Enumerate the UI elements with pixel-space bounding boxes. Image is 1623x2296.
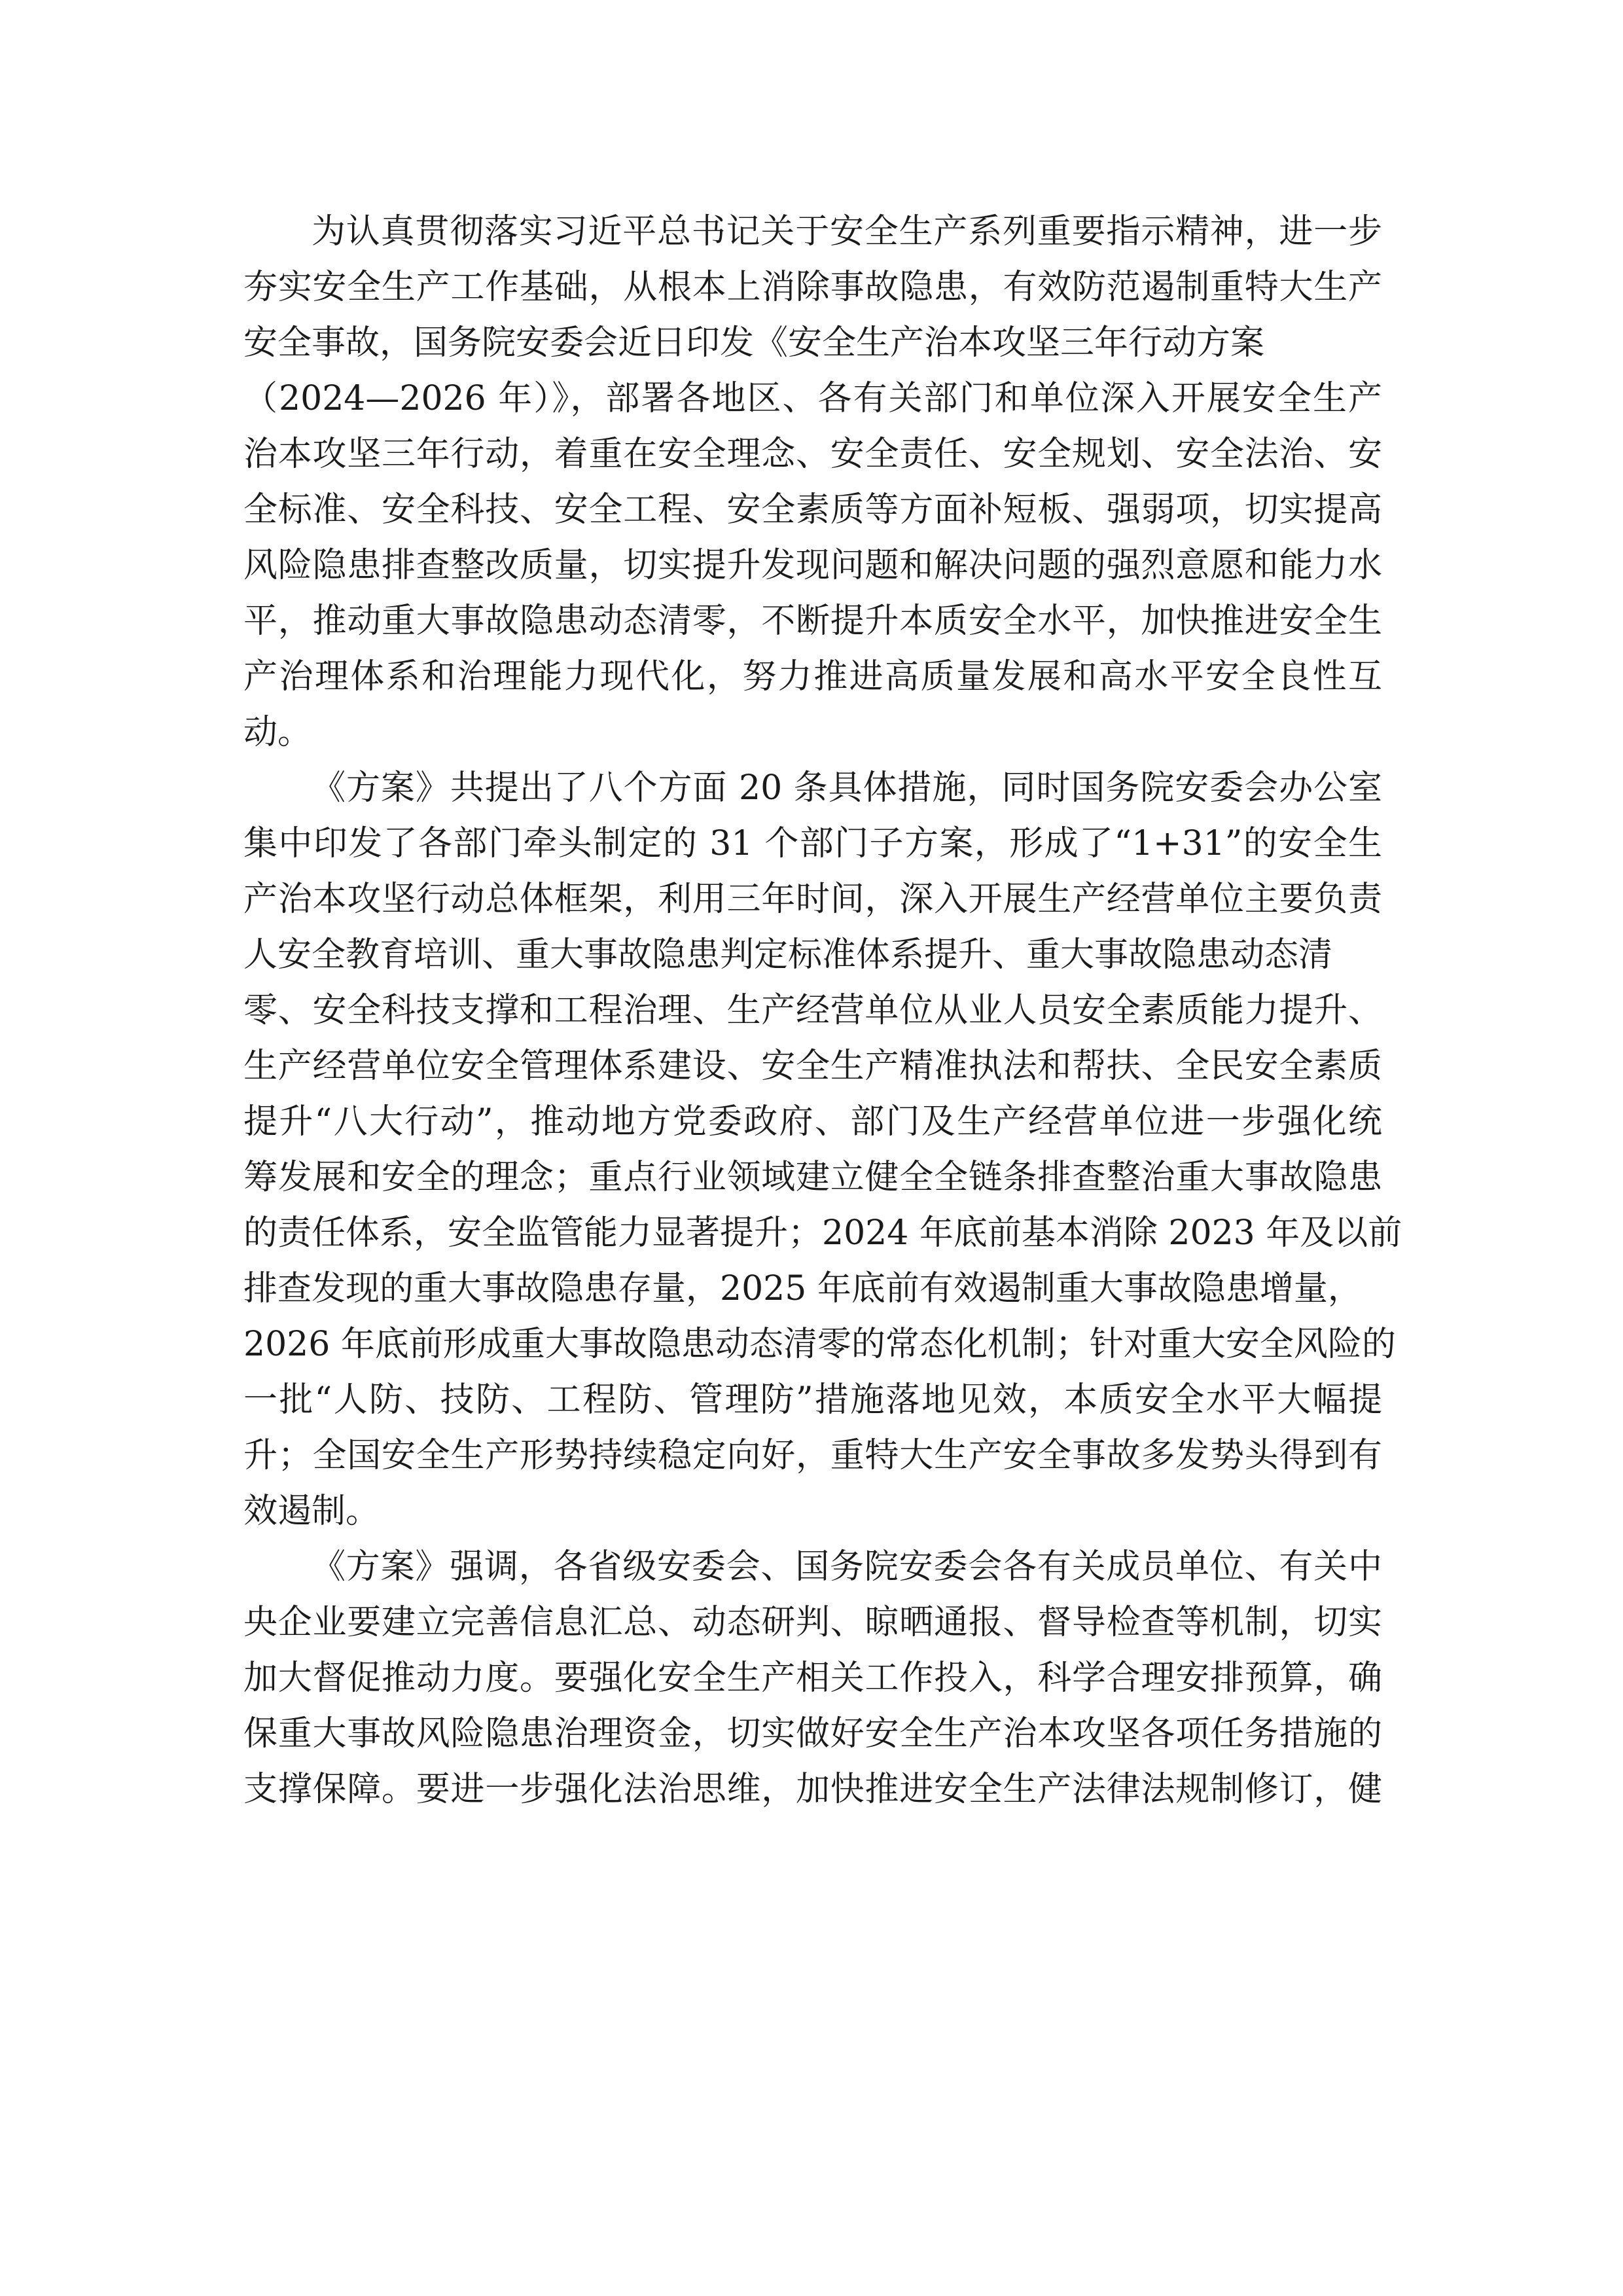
- text-line: 一批“人防、技防、工程防、管理防”措施落地见效，本质安全水平大幅提: [243, 1380, 1382, 1420]
- text-line: 保重大事故风险隐患治理资金，切实做好安全生产治本攻坚各项任务措施的: [243, 1714, 1382, 1753]
- text-line: 人安全教育培训、重大事故隐患判定标准体系提升、重大事故隐患动态清: [243, 935, 1333, 975]
- text-line: 产治理体系和治理能力现代化，努力推进高质量发展和高水平安全良性互: [243, 657, 1382, 696]
- text-line: 产治本攻坚行动总体框架，利用三年时间，深入开展生产经营单位主要负责: [243, 880, 1382, 919]
- text-line: 2026 年底前形成重大事故隐患动态清零的常态化机制；针对重大安全风险的: [243, 1325, 1396, 1364]
- text-line: 加大督促推动力度。要强化安全生产相关工作投入，科学合理安排预算，确: [243, 1659, 1382, 1698]
- text-line: 集中印发了各部门牵头制定的 31 个部门子方案，形成了“1+31”的安全生: [243, 824, 1382, 863]
- text-line: 风险隐患排查整改质量，切实提升发现问题和解决问题的强烈意愿和能力水: [243, 546, 1382, 585]
- text-line: 治本攻坚三年行动，着重在安全理念、安全责任、安全规划、安全法治、安: [243, 435, 1382, 474]
- text-line: 排查发现的重大事故隐患存量，2025 年底前有效遏制重大事故隐患增量，: [243, 1269, 1362, 1308]
- text-line: 生产经营单位安全管理体系建设、安全生产精准执法和帮扶、全民安全素质: [243, 1047, 1382, 1086]
- text-line: 央企业要建立完善信息汇总、动态研判、晾晒通报、督导检查等机制，切实: [243, 1603, 1382, 1642]
- text-line: 安全事故，国务院安委会近日印发《安全生产治本攻坚三年行动方案: [243, 323, 1265, 363]
- text-line: 效遏制。: [243, 1492, 380, 1531]
- text-line: 动。: [243, 713, 312, 752]
- paragraph-1: [243, 204, 1382, 761]
- text-line: 零、安全科技支撑和工程治理、生产经营单位从业人员安全素质能力提升、: [243, 991, 1382, 1030]
- text-line: 升；全国安全生产形势持续稳定向好，重特大生产安全事故多发势头得到有: [243, 1436, 1382, 1475]
- text-line: 《方案》共提出了八个方面 20 条具体措施，同时国务院安委会办公室: [312, 768, 1382, 808]
- text-line: 平，推动重大事故隐患动态清零，不断提升本质安全水平，加快推进安全生: [243, 601, 1382, 641]
- text-line: 《方案》强调，各省级安委会、国务院安委会各有关成员单位、有关中: [312, 1547, 1382, 1587]
- text-line: 筹发展和安全的理念；重点行业领域建立健全全链条排查整治重大事故隐患: [243, 1158, 1382, 1197]
- text-line: 为认真贯彻落实习近平总书记关于安全生产系列重要指示精神，进一步: [312, 212, 1382, 251]
- text-line: 夯实安全生产工作基础，从根本上消除事故隐患，有效防范遏制重特大生产: [243, 268, 1382, 307]
- text-line: 的责任体系，安全监管能力显著提升；2024 年底前基本消除 2023 年及以前: [243, 1213, 1402, 1253]
- text-line: 提升“八大行动”，推动地方党委政府、部门及生产经营单位进一步强化统: [243, 1102, 1382, 1141]
- paragraph-2: [243, 761, 1402, 1539]
- paragraph-3: [243, 1539, 1382, 1818]
- text-line: 支撑保障。要进一步强化法治思维，加快推进安全生产法律法规制修订，健: [243, 1770, 1382, 1809]
- text-line: 全标准、安全科技、安全工程、安全素质等方面补短板、强弱项，切实提高: [243, 490, 1382, 529]
- text-line: （2024—2026 年）》，部署各地区、各有关部门和单位深入开展安全生产: [243, 379, 1382, 418]
- document-body: [243, 204, 1402, 1818]
